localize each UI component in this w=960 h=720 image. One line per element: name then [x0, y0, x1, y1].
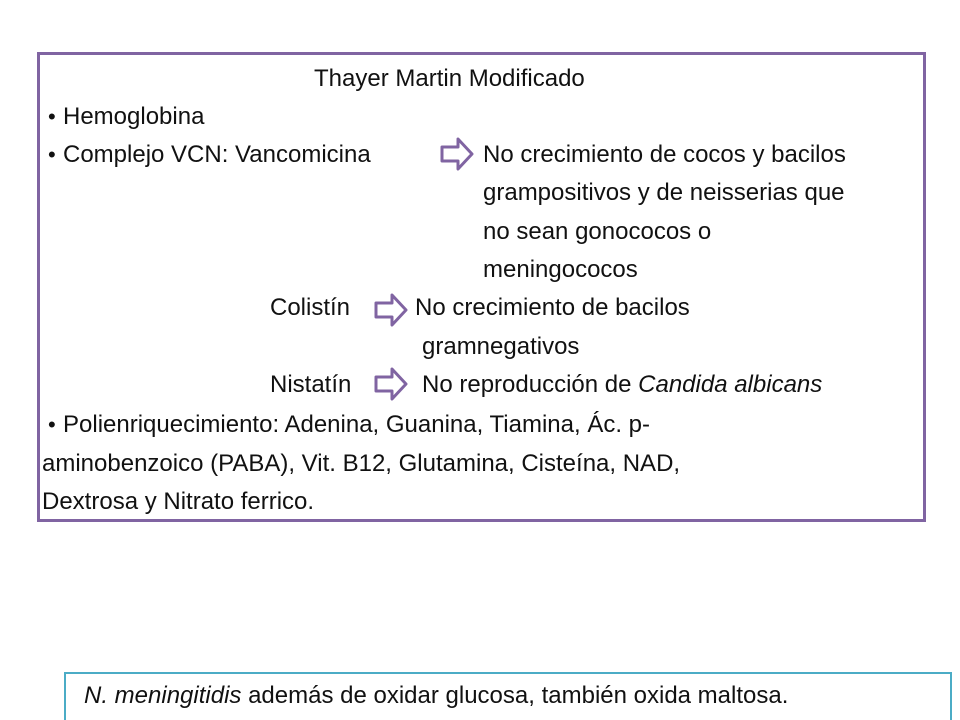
colistin-effect-line1: No crecimiento de bacilos	[415, 294, 690, 321]
arrow-right-icon	[373, 366, 409, 402]
vancomicina-effect-line3: no sean gonococos o	[483, 218, 712, 245]
polienriquecimiento-line1: Polienriquecimiento: Adenina, Guanina, Tiamina, Ác. p-	[63, 411, 651, 438]
bullet-vcn-label: Complejo VCN: Vancomicina	[63, 141, 371, 168]
nistatin-effect-text: No reproducción de	[422, 371, 639, 398]
footer-note-text: además de oxidar glucosa, también oxida maltosa.	[241, 682, 789, 709]
bullet-dot: •	[48, 104, 56, 129]
arrow-right-icon	[373, 292, 409, 328]
vancomicina-effect-line4: meningococos	[483, 256, 638, 283]
footer-species-name: N. meningitidis	[84, 682, 242, 709]
polienriquecimiento-line2: aminobenzoico (PABA), Vit. B12, Glutamina, Cisteína, NAD,	[42, 450, 681, 477]
bullet-dot: •	[48, 412, 56, 437]
bullet-hemoglobina: Hemoglobina	[63, 103, 205, 130]
polienriquecimiento-line3: Dextrosa y Nitrato ferrico.	[42, 488, 315, 515]
bullet-dot: •	[48, 142, 56, 167]
nistatin-effect	[422, 370, 822, 400]
candida-albicans-text: Candida albicans	[638, 371, 823, 398]
nistatin-label: Nistatín	[270, 371, 352, 398]
colistin-effect-line2: gramnegativos	[422, 333, 580, 360]
slide-title: Thayer Martin Modificado	[314, 65, 585, 92]
colistin-label: Colistín	[270, 294, 351, 321]
vancomicina-effect-line1: No crecimiento de cocos y bacilos	[483, 141, 846, 168]
vancomicina-effect-line2: grampositivos y de neisserias que	[483, 179, 845, 206]
arrow-right-icon	[439, 136, 475, 172]
footer-note	[84, 681, 788, 711]
